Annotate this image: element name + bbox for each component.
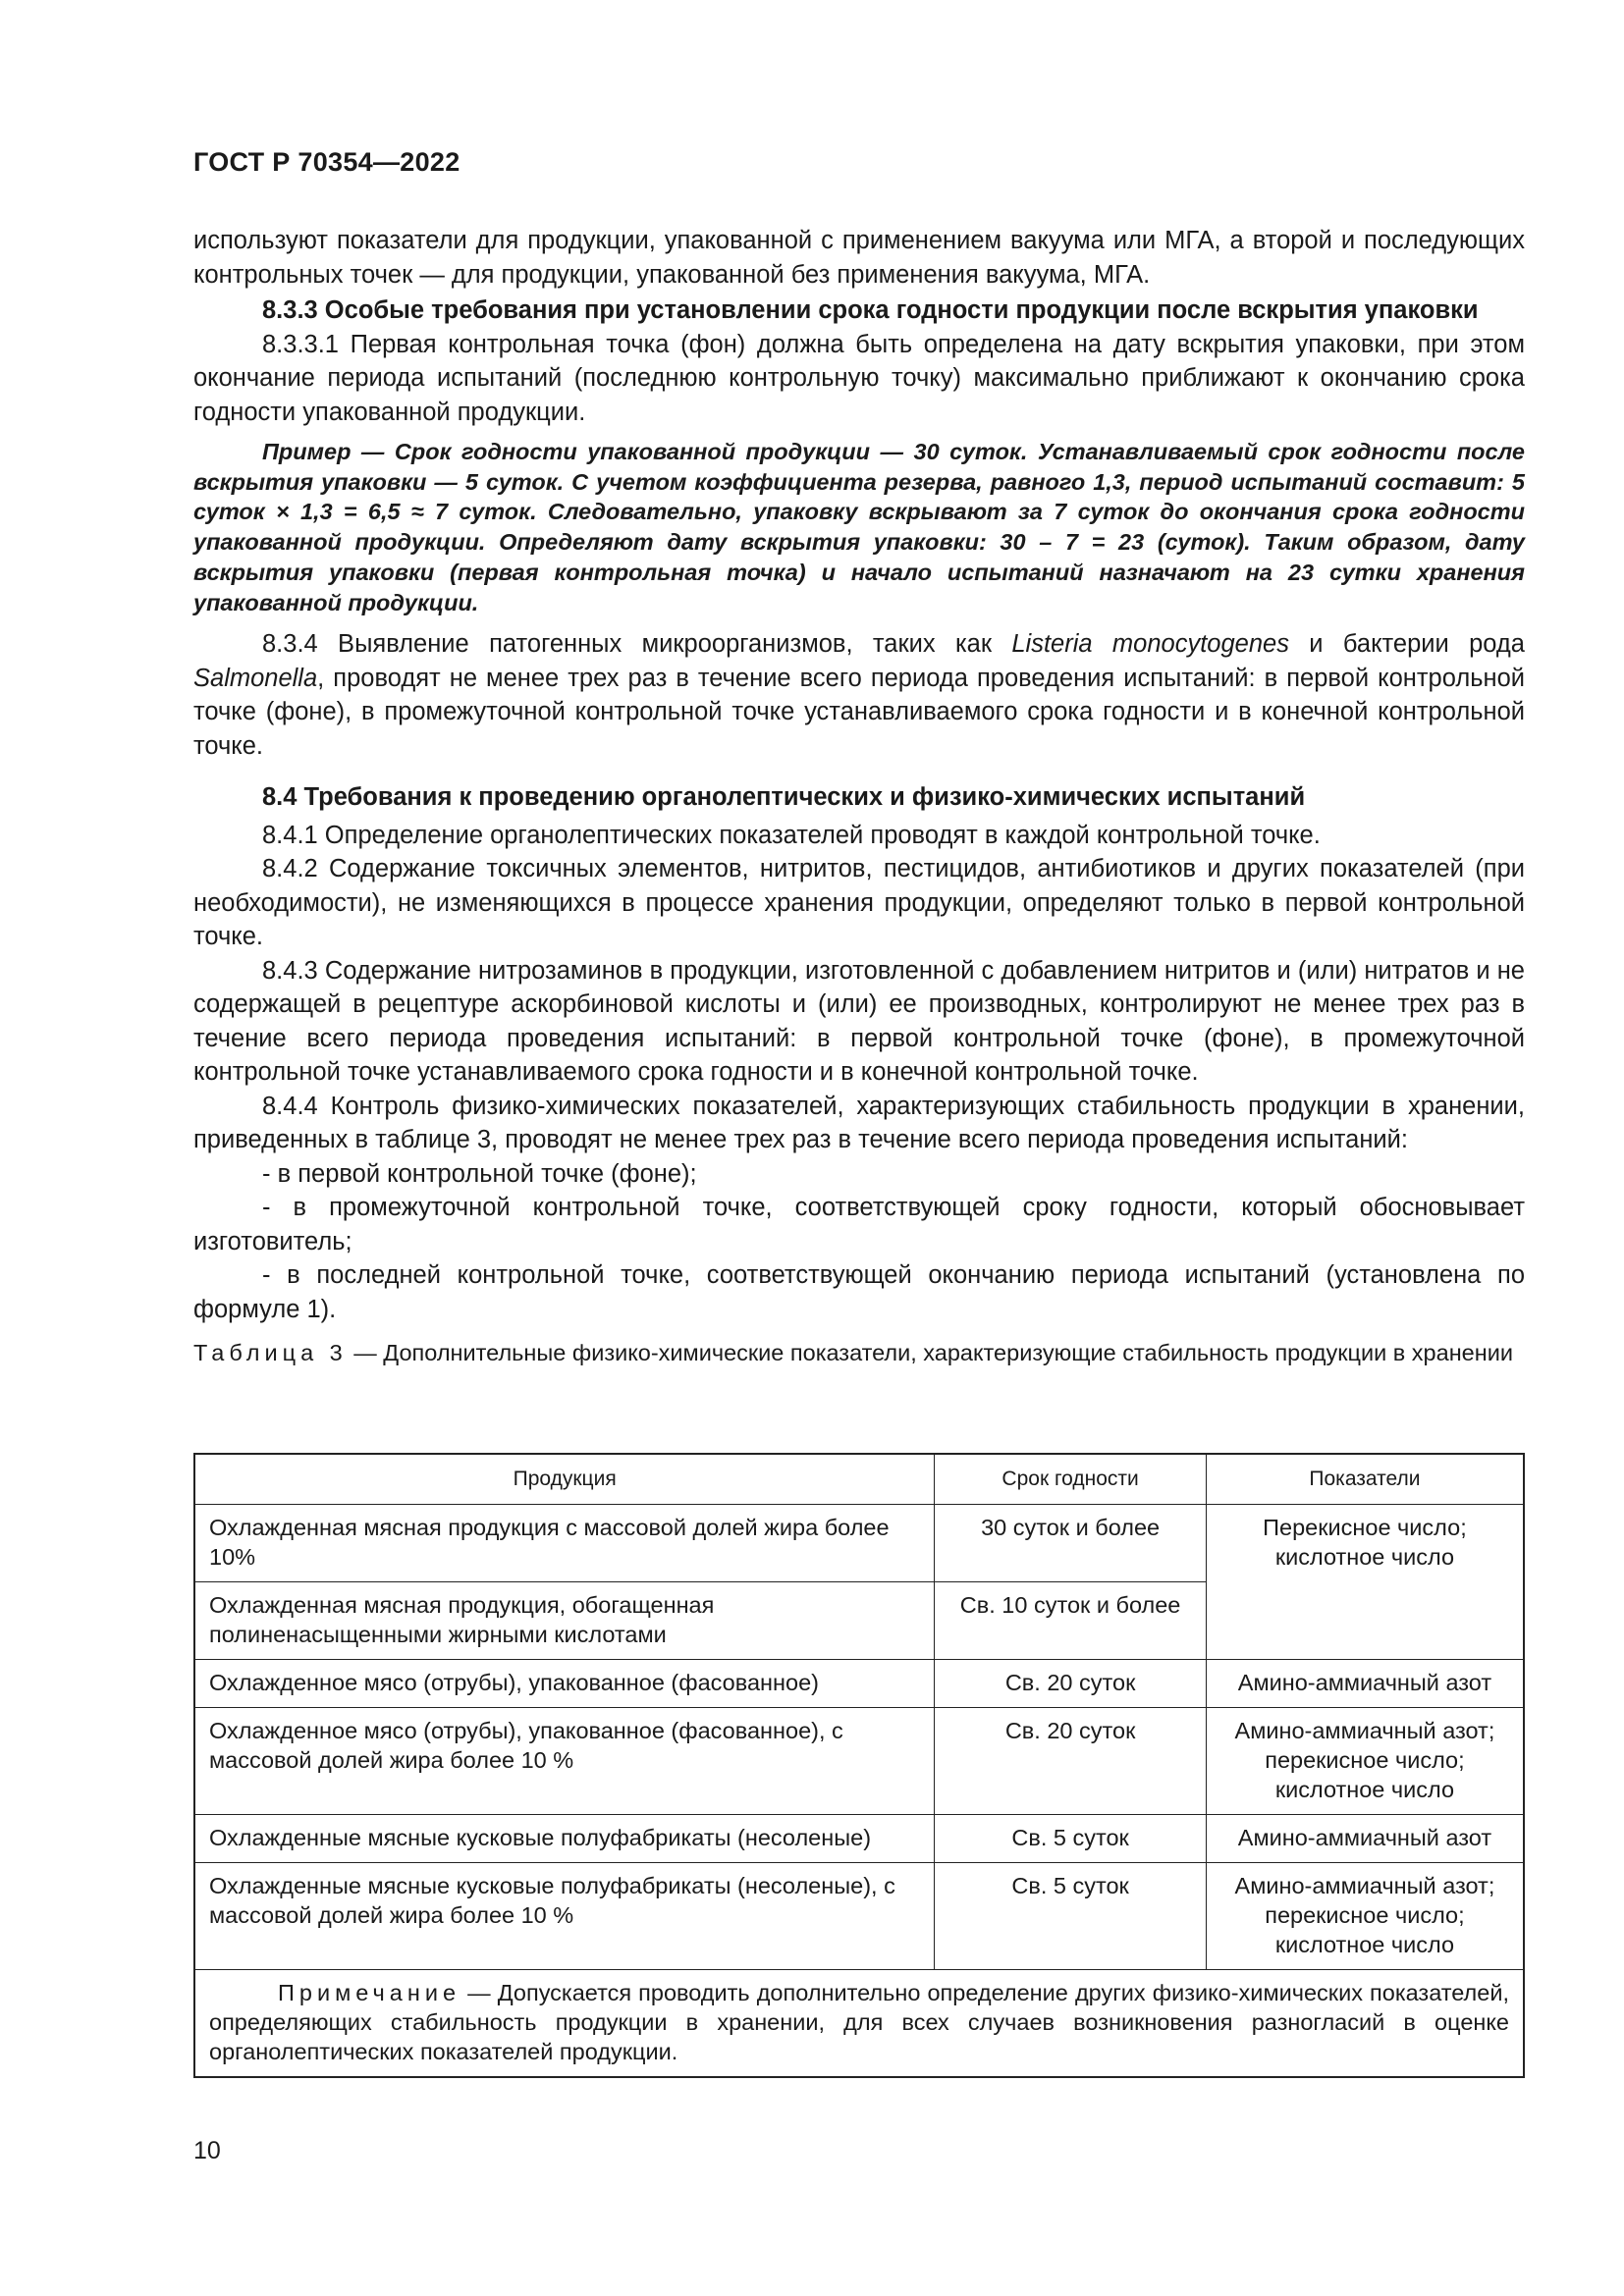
- table-row: [194, 1708, 1524, 1815]
- table-row: [194, 1660, 1524, 1708]
- product-cell: Охлажденная мясная продукция с массовой долей жира более 10%: [194, 1505, 935, 1582]
- indicators-cell: Амино-аммиачный азот: [1206, 1815, 1524, 1863]
- column-header-indicators: Показатели: [1206, 1454, 1524, 1505]
- salmonella-term: Salmonella: [193, 664, 318, 692]
- listeria-term: Listeria monocytogenes: [1011, 630, 1289, 659]
- example-paragraph: Пример — Срок годности упакованной продукции — 30 суток. Устанавливаемый срок годности после вскрытия упаковки — 5 суток. С учетом коэффициента резерва, равного 1,3, период испытаний составит: 5 суток × 1,3 = 6,5 ≈ 7 суток. Следовательно, упаковку вскрывают за 7 суток до окончания срока годности упакованной продукции. Определяют дату вскрытия упаковки: 30 – 7 = 23 (суток). Таким образом, дату вскрытия упаковки (первая контрольная точка) и начало испытаний назначают на 23 сутки хранения упакованной продукции.: [193, 439, 1525, 615]
- paragraph-8-4-2: 8.4.2 Содержание токсичных элементов, нитритов, пестицидов, антибиотиков и других показателей (при необходимости), не изменяющихся в процессе хранения продукции, определяют только в первой контрольной точке.: [193, 855, 1525, 951]
- paragraph-8-4-3: 8.4.3 Содержание нитрозаминов в продукции, изготовленной с добавлением нитритов и (или) нитратов и не содержащей в рецептуре аскорбиновой кислоты и (или) ее производных, контролируют не менее трех раз в течение всего периода проведения испытаний: в первой контрольной точке (фоне), в промежуточной контрольной точке устанавливаемого срока годности и в конечной контрольной точке.: [193, 956, 1525, 1087]
- page-number: 10: [193, 2137, 221, 2164]
- p834-text-b: и бактерии рода: [1288, 630, 1525, 659]
- note-label: Примечание: [278, 1980, 461, 2005]
- list-item: - в промежуточной контрольной точке, соответствующей сроку годности, который обосновывает изготовитель;: [193, 1194, 1525, 1255]
- shelf-life-cell: Св. 20 суток: [935, 1660, 1207, 1708]
- shelf-life-cell: Св. 10 суток и более: [935, 1582, 1207, 1660]
- table-header-row: [194, 1454, 1524, 1505]
- indicators-cell: Амино-аммиачный азот; перекисное число; кислотное число: [1206, 1863, 1524, 1970]
- table-note: [194, 1970, 1524, 2078]
- paragraph-8-3-3-1: 8.3.3.1 Первая контрольная точка (фон) должна быть определена на дату вскрытия упаковки, при этом окончание периода испытаний (последнюю контрольную точку) максимально приближают к окончанию срока годности упакованной продукции.: [193, 330, 1525, 426]
- p834-text-a: 8.3.4 Выявление патогенных микроорганизмов, таких как: [262, 630, 1012, 659]
- shelf-life-cell: Св. 20 суток: [935, 1708, 1207, 1815]
- table-caption: [193, 1338, 1525, 1367]
- shelf-life-cell: Св. 5 суток: [935, 1863, 1207, 1970]
- indicators-cell: Амино-аммиачный азот: [1206, 1660, 1524, 1708]
- paragraph-8-4-1: 8.4.1 Определение органолептических показателей проводят в каждой контрольной точке.: [262, 821, 1321, 849]
- product-cell: Охлажденное мясо (отрубы), упакованное (фасованное): [194, 1660, 935, 1708]
- table-row: [194, 1505, 1524, 1582]
- product-cell: Охлажденные мясные кусковые полуфабрикаты (несоленые), с массовой долей жира более 10 %: [194, 1863, 935, 1970]
- shelf-life-cell: Св. 5 суток: [935, 1815, 1207, 1863]
- product-cell: Охлажденные мясные кусковые полуфабрикаты (несоленые): [194, 1815, 935, 1863]
- product-cell: Охлажденная мясная продукция, обогащенная полиненасыщенными жирными кислотами: [194, 1582, 935, 1660]
- table-caption-text: — Дополнительные физико-химические показатели, характеризующие стабильность продукции в хранении: [347, 1340, 1513, 1366]
- shelf-life-cell: 30 суток и более: [935, 1505, 1207, 1582]
- page-body: [193, 224, 1525, 1367]
- section-heading-8-4: 8.4 Требования к проведению органолептических и физико-химических испытаний: [262, 783, 1306, 812]
- table-row: [194, 1863, 1524, 1970]
- column-header-shelf-life: Срок годности: [935, 1454, 1207, 1505]
- indicators-cell: Перекисное число; кислотное число: [1206, 1505, 1524, 1660]
- section-heading-8-3-3: 8.3.3 Особые требования при установлении срока годности продукции после вскрытия упаковки: [262, 296, 1479, 324]
- document-code-header: ГОСТ Р 70354—2022: [193, 147, 460, 177]
- paragraph-8-4-4: 8.4.4 Контроль физико-химических показателей, характеризующих стабильность продукции в хранении, приведенных в таблице 3, проводят не менее трех раз в течение всего периода проведения испытаний:: [193, 1092, 1525, 1154]
- list-item: - в первой контрольной точке (фоне);: [262, 1159, 697, 1188]
- note-text: — Допускается проводить дополнительно определение других физико-химических показателей, определяющих стабильность продукции в хранении, для всех случаев возникновения разногласий в оценке органолептических показателей продукции.: [209, 1980, 1509, 2064]
- paragraph-8-3-4: [193, 627, 1525, 763]
- list-item: - в последней контрольной точке, соответствующей окончанию периода испытаний (установлена по формуле 1).: [193, 1261, 1525, 1323]
- product-cell: Охлажденное мясо (отрубы), упакованное (фасованное), с массовой долей жира более 10 %: [194, 1708, 935, 1815]
- indicators-cell: Амино-аммиачный азот; перекисное число; кислотное число: [1206, 1708, 1524, 1815]
- table-note-row: [194, 1970, 1524, 2078]
- table-row: [194, 1815, 1524, 1863]
- table-3: [193, 1453, 1525, 2078]
- table-caption-label: Таблица 3: [193, 1340, 348, 1366]
- paragraph-continuation: используют показатели для продукции, упакованной с применением вакуума или МГА, а второй и последующих контрольных точек — для продукции, упакованной без применения вакуума, МГА.: [193, 227, 1525, 289]
- column-header-product: Продукция: [194, 1454, 935, 1505]
- p834-text-c: , проводят не менее трех раз в течение всего периода проведения испытаний: в первой контрольной точке (фоне), в промежуточной контрольной точке устанавливаемого срока годности и в конечной контрольной точке.: [193, 664, 1525, 760]
